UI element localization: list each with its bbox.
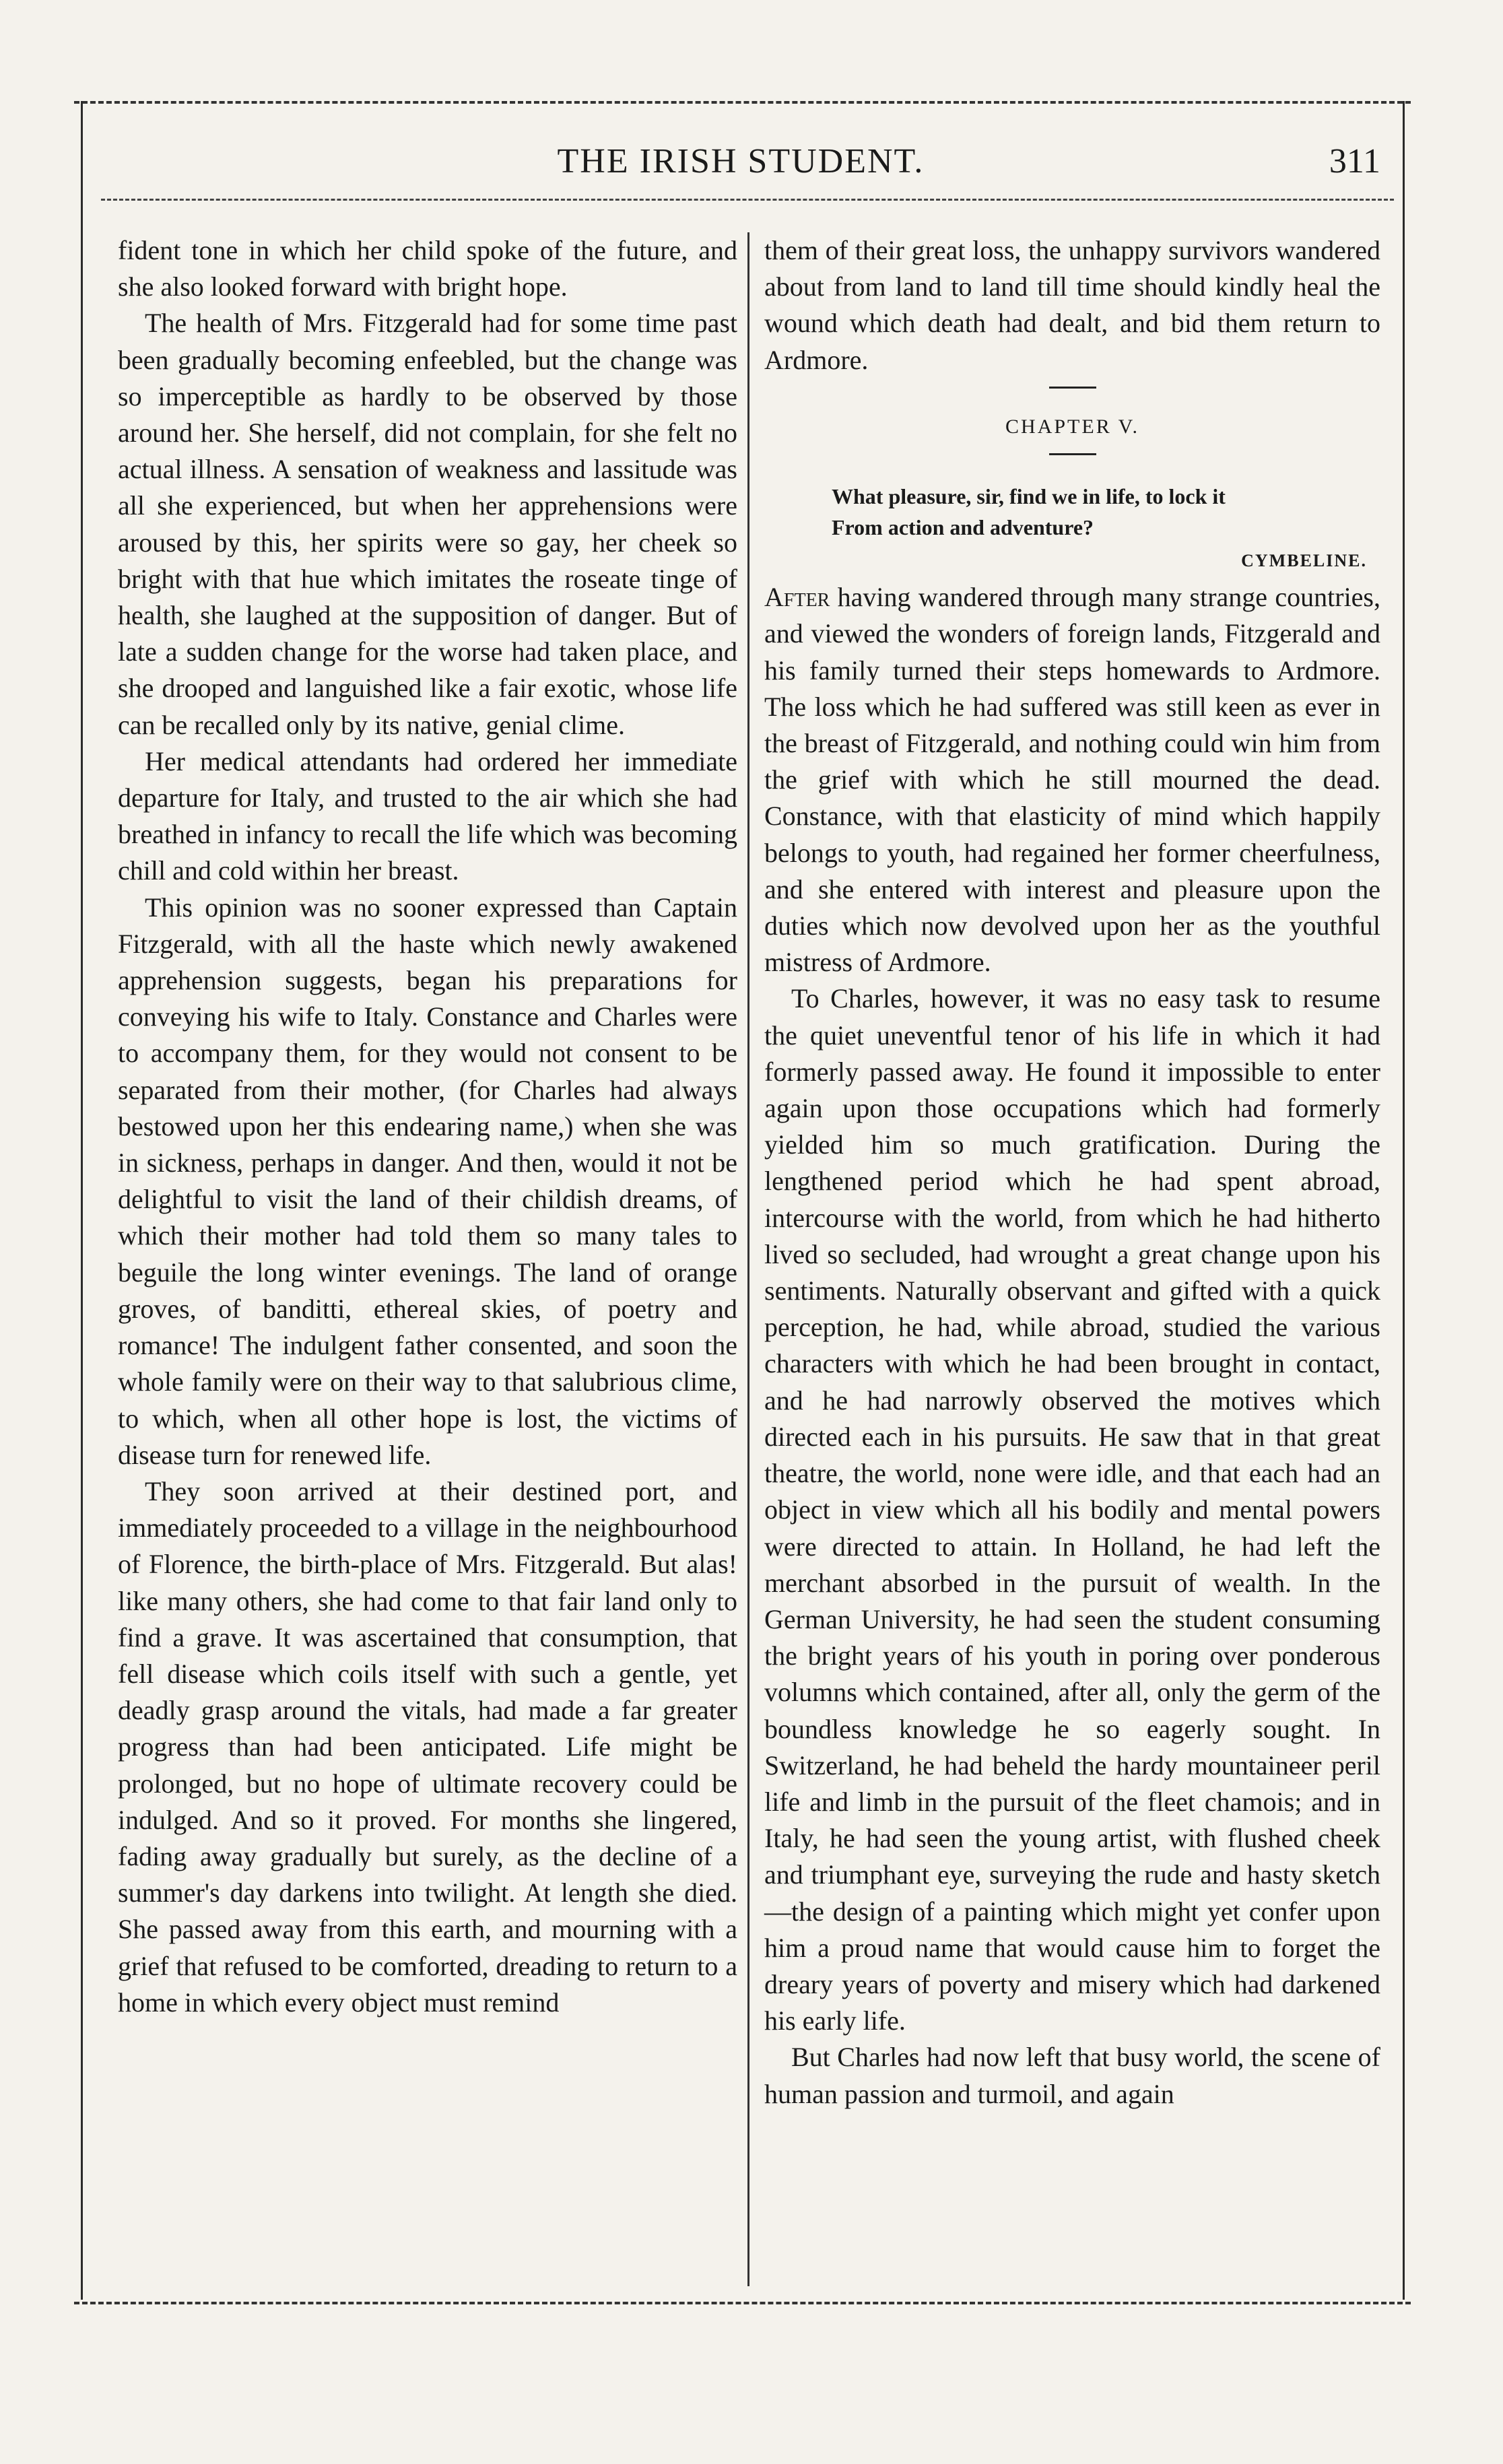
- section-rule: [1049, 387, 1096, 389]
- bottom-border-rule: [74, 2302, 1411, 2304]
- running-title: THE IRISH STUDENT.: [557, 142, 925, 180]
- lead-word: After: [764, 582, 830, 613]
- paragraph: To Charles, however, it was no easy task to resume the quiet uneventful tenor of his life in which it had formerly passed away. He found it impossible to enter again upon those occupations which had formerly yielded him so much gratification. During the lengthened period which he had spent abroad, intercourse with the world, from which he had hitherto lived so secluded, had wrought a great change upon his sentiments. Naturally observant and gifted with a quick perception, he had, while abroad, studied the various characters with which he had been brought in contact, and he had narrowly observed the motives which directed each in his pursuits. He saw that in that great theatre, the world, none were idle, and that each had an object in view which all his bodily and mental powers were directed to attain. In Holland, he had left the merchant absorbed in the pursuit of wealth. In the German University, he had seen the student consuming the bright years of his youth in poring over ponderous volumns which contained, after all, only the germ of the boundless knowledge he so eagerly sought. In Switzerland, he had beheld the hardy mountaineer peril life and limb in the pursuit of the fleet chamois; and in Italy, he had seen the young artist, with flushed cheek and triumphant eye, surveying the rude and hasty sketch—the design of a painting which might yet confer upon him a proud name that would cause him to forget the dreary years of poverty and misery which had darkened his early life.: [764, 983, 1380, 2036]
- epigraph: [832, 481, 1380, 543]
- paragraph: [764, 579, 1380, 980]
- paragraph-body: having wandered through many strange countries, and viewed the wonders of foreign lands, Fitzgerald and his family turned their steps homewards to Ardmore. The loss which he had suffered was still keen as ever in the breast of Fitzgerald, and nothing could win him from the grief with which he still mourned the dead. Constance, with that elasticity of mind which happily belongs to youth, had regained her former cheerfulness, and she entered with interest and pleasure upon the duties which now devolved upon her as the youthful mistress of Ardmore.: [764, 582, 1380, 978]
- section-rule: [1049, 453, 1096, 455]
- header-rule: [101, 199, 1394, 201]
- chapter-heading: CHAPTER V.: [1005, 415, 1139, 438]
- epigraph-line: What pleasure, sir, find we in life, to lock it: [832, 484, 1226, 509]
- paragraph: Her medical attendants had ordered her immediate departure for Italy, and trusted to the air which she had breathed in infancy to recall the life which was becoming chill and cold within her breast.: [118, 745, 737, 886]
- epigraph-attribution: CYMBELINE.: [1241, 551, 1367, 571]
- paragraph: The health of Mrs. Fitzgerald had for some time past been gradually becoming enfeebled, but the change was so imperceptible as hardly to be observed by those around her. She herself, did not complain, for she felt no actual illness. A sensation of weakness and lassitude was all she experienced, but when her apprehensions were aroused by this, her spirits were so gay, her cheek so bright with that hue which imitates the roseate tinge of health, she laughed at the supposition of danger. But of late a sudden change for the worse had taken place, and she drooped and languished like a fair exotic, whose life can be recalled only by its native, genial clime.: [118, 308, 737, 740]
- paragraph: This opinion was no sooner expressed than Captain Fitzgerald, with all the haste which newly awakened apprehension suggests, began his preparations for conveying his wife to Italy. Constance and Charles were to accompany them, for they would not consent to be separated from their mother, (for Charles had always bestowed upon her this endearing name,) when she was in sickness, perhaps in danger. And then, would it not be delightful to visit the land of their childish dreams, of which their mother had told them so many tales to beguile the long winter evenings. The land of orange groves, of banditti, ethereal skies, of poetry and romance! The indulgent father consented, and soon the whole family were on their way to that salubrious clime, to which, when all other hope is lost, the victims of disease turn for renewed life.: [118, 892, 737, 1470]
- left-column: [118, 232, 737, 2021]
- paragraph: them of their great loss, the unhappy survivors wandered about from land to land till time should kindly heal the wound which death had dealt, and bid them return to Ardmore.: [764, 235, 1380, 375]
- epigraph-line: From action and adventure?: [832, 515, 1094, 540]
- right-column: [764, 232, 1380, 2112]
- paragraph: fident tone in which her child spoke of the future, and she also looked forward with bright hope.: [118, 235, 737, 302]
- paragraph: They soon arrived at their destined port, and immediately proceeded to a village in the neighbourhood of Florence, the birth-place of Mrs. Fitzgerald. But alas! like many others, she had come to that fair land only to find a grave. It was ascertained that consumption, that fell disease which coils itself with such a gentle, yet deadly grasp around the vitals, had made a far greater progress than had been anticipated. Life might be prolonged, but no hope of ultimate recovery could be indulged. And so it proved. For months she lingered, fading away gradually but surely, as the decline of a summer's day darkens into twilight. At length she died. She passed away from this earth, and mourning with a grief that refused to be comforted, dreading to return to a home in which every object must remind: [118, 1475, 737, 2018]
- paragraph: But Charles had now left that busy world, the scene of human passion and turmoil, and again: [764, 2042, 1380, 2109]
- page-number: 311: [1329, 142, 1380, 180]
- column-divider: [747, 232, 749, 2286]
- running-header: [88, 141, 1394, 189]
